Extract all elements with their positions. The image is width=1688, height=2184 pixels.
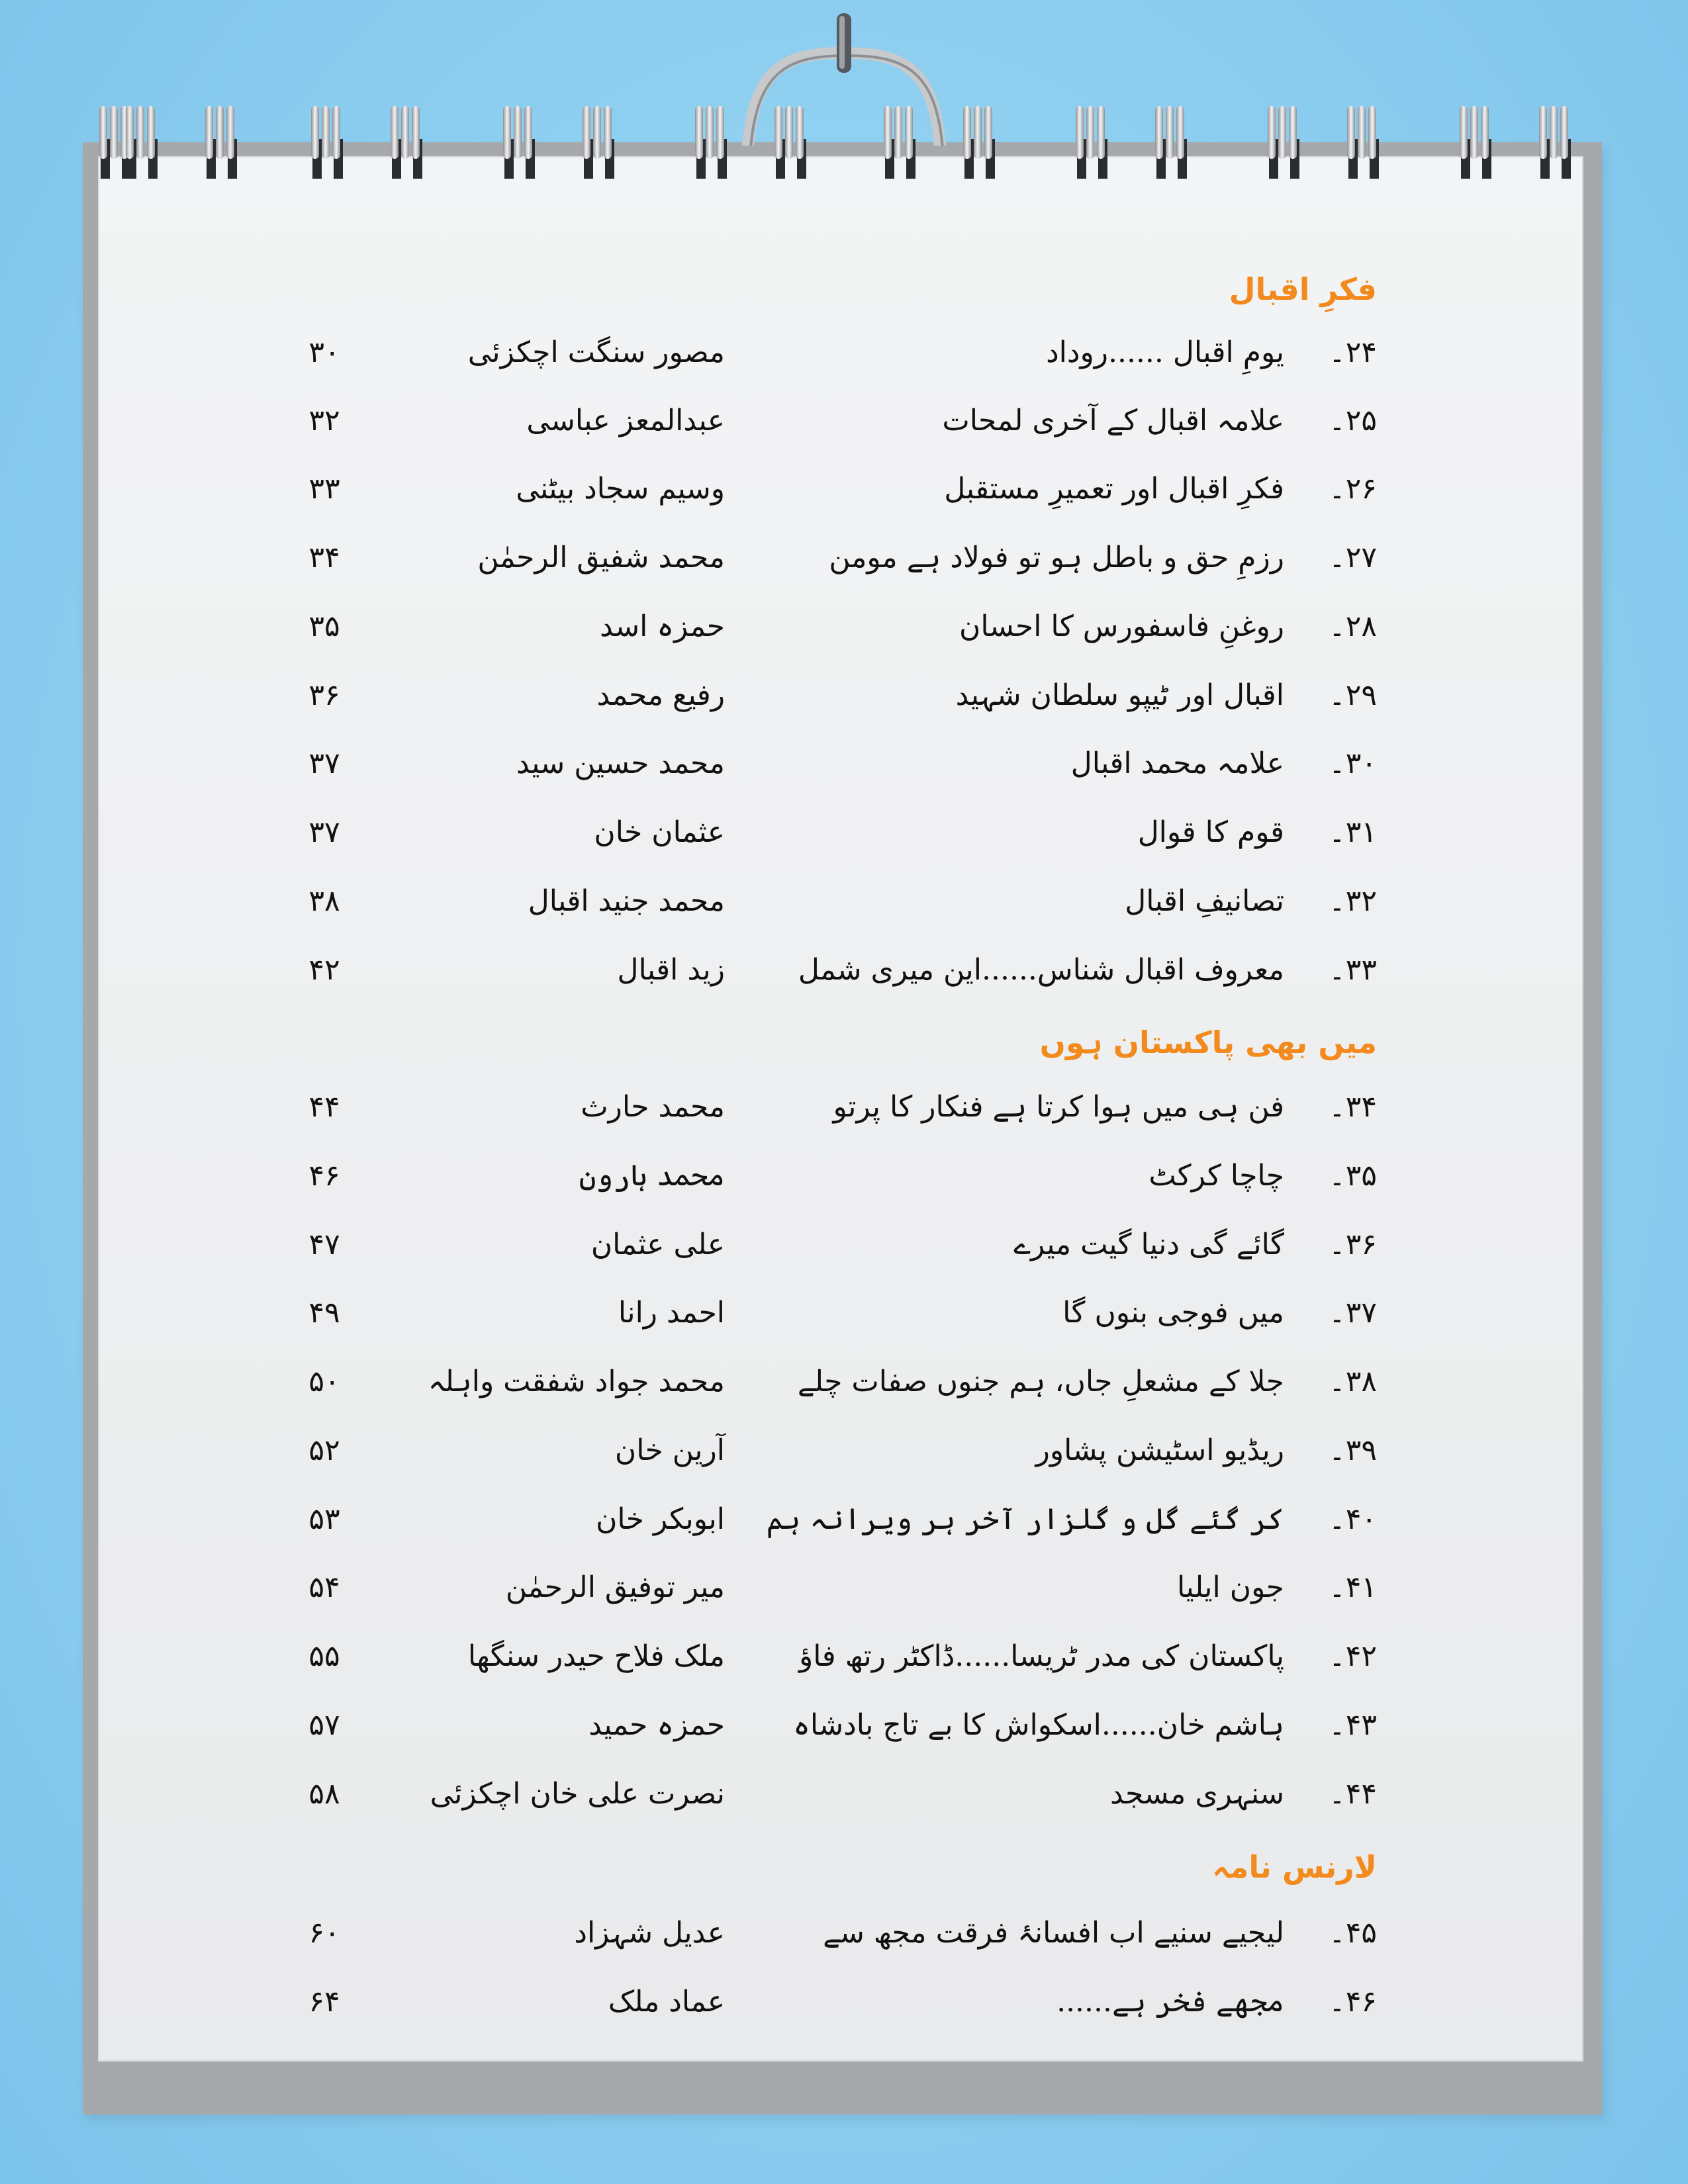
toc-row[interactable] [0, 884, 1688, 937]
entry-page: ۵۵ [308, 1639, 340, 1673]
entry-title: ریڈیو اسٹیشن پشاور [1035, 1433, 1284, 1467]
entry-number: ۴۰۔ [1328, 1502, 1377, 1536]
entry-author: نصرت علی خان اچکزئی [430, 1777, 725, 1811]
entry-number: ۳۵۔ [1328, 1159, 1377, 1193]
entry-page: ۳۲ [308, 404, 340, 437]
entry-title: میں فوجی بنوں گا [1062, 1296, 1284, 1330]
entry-title: لیجیے سنیے اب افسانۂ فرقت مجھ سے [823, 1916, 1284, 1950]
toc-row[interactable] [0, 747, 1688, 799]
entry-title: یومِ اقبال ......روداد [1046, 336, 1284, 369]
entry-page: ۳۰ [308, 336, 340, 369]
entry-number: ۴۲۔ [1328, 1639, 1377, 1673]
entry-title: گائے گی دنیا گیت میرے [1013, 1228, 1284, 1261]
entry-number: ۳۶۔ [1328, 1228, 1377, 1261]
entry-page: ۳۸ [308, 884, 340, 918]
entry-page: ۳۴ [308, 541, 340, 574]
entry-title: علامہ محمد اقبال [1070, 747, 1284, 780]
toc-row[interactable] [0, 404, 1688, 457]
entry-number: ۳۱۔ [1328, 815, 1377, 849]
entry-author: ابوبکر خان [596, 1502, 725, 1536]
entry-author: میر توفیق الرحمٰن [505, 1570, 725, 1604]
entry-page: ۳۵ [308, 610, 340, 643]
entry-number: ۲۶۔ [1328, 472, 1377, 506]
toc-row[interactable] [0, 336, 1688, 388]
entry-page: ۵۷ [308, 1708, 340, 1742]
entry-number: ۳۲۔ [1328, 884, 1377, 918]
entry-author: حمزہ اسد [600, 610, 725, 643]
toc-row[interactable] [0, 1296, 1688, 1349]
entry-page: ۴۴ [308, 1090, 340, 1124]
entry-title: معروف اقبال شناس......این میری شمل [798, 953, 1284, 987]
entry-page: ۶۴ [308, 1985, 340, 2019]
entry-author: آرین خان [614, 1433, 725, 1467]
entry-title: سنہری مسجد [1110, 1777, 1284, 1811]
entry-page: ۶۰ [308, 1916, 340, 1950]
entry-author: عدیل شہزاد [574, 1916, 725, 1950]
toc-row[interactable] [0, 1502, 1688, 1555]
entry-page: ۵۲ [308, 1433, 340, 1467]
entry-title: قوم کا قوال [1137, 815, 1284, 849]
entry-title: روغنِ فاسفورس کا احسان [959, 610, 1284, 643]
entry-author: محمد جنید اقبال [528, 884, 725, 918]
toc-row[interactable] [0, 541, 1688, 594]
entry-number: ۳۰۔ [1328, 747, 1377, 780]
toc-row[interactable] [0, 1985, 1688, 2038]
toc-row[interactable] [0, 953, 1688, 1006]
entry-title: چاچا کرکٹ [1149, 1159, 1284, 1193]
toc-row[interactable] [0, 1365, 1688, 1418]
entry-page: ۳۷ [308, 815, 340, 849]
entry-number: ۴۴۔ [1328, 1777, 1377, 1811]
entry-page: ۵۰ [308, 1365, 340, 1398]
entry-author: عماد ملک [608, 1985, 725, 2019]
entry-author: علی عثمان [590, 1228, 725, 1261]
entry-title: اقبال اور ٹیپو سلطان شہید [955, 678, 1284, 712]
toc-row[interactable] [0, 610, 1688, 662]
spiral-rings-icon [99, 106, 1582, 199]
section-title-fikr-e-iqbal: فکرِ اقبال [1229, 271, 1377, 307]
entry-author: رفیع محمد [596, 678, 725, 712]
toc-row[interactable] [0, 1916, 1688, 1969]
entry-number: ۲۴۔ [1328, 336, 1377, 369]
entry-author: محمد شفیق الرحمٰن [477, 541, 725, 574]
entry-title: رزمِ حق و باطل ہو تو فولاد ہے مومن [829, 541, 1284, 574]
entry-number: ۴۵۔ [1328, 1916, 1377, 1950]
entry-author: وسیم سجاد بیٹنی [516, 472, 725, 506]
entry-title: فکرِ اقبال اور تعمیرِ مستقبل [944, 472, 1284, 506]
entry-page: ۴۶ [308, 1159, 340, 1193]
entry-number: ۲۷۔ [1328, 541, 1377, 574]
entry-page: ۳۳ [308, 472, 340, 506]
entry-author: حمزہ حمید [588, 1708, 725, 1742]
entry-title: جون ایلیا [1177, 1570, 1284, 1604]
entry-page: ۵۴ [308, 1570, 340, 1604]
entry-title: کر گئے گل و گلزار آخر ہر ویرانہ ہم [766, 1502, 1284, 1536]
entry-number: ۲۸۔ [1328, 610, 1377, 643]
toc-row[interactable] [0, 472, 1688, 525]
entry-page: ۵۸ [308, 1777, 340, 1811]
entry-number: ۴۳۔ [1328, 1708, 1377, 1742]
entry-author: محمد حارث [581, 1090, 725, 1124]
entry-page: ۳۶ [308, 678, 340, 712]
toc-row[interactable] [0, 1777, 1688, 1830]
entry-number: ۳۴۔ [1328, 1090, 1377, 1124]
toc-row[interactable] [0, 1090, 1688, 1143]
entry-author: عثمان خان [594, 815, 725, 849]
entry-page: ۴۲ [308, 953, 340, 987]
entry-number: ۲۹۔ [1328, 678, 1377, 712]
entry-page: ۵۳ [308, 1502, 340, 1536]
toc-row[interactable] [0, 815, 1688, 868]
entry-title: مجھے فخر ہے...... [1056, 1985, 1284, 2019]
entry-author: محمد ہارون [579, 1159, 725, 1193]
toc-row[interactable] [0, 1570, 1688, 1623]
entry-page: ۴۷ [308, 1228, 340, 1261]
entry-author: محمد جواد شفقت واہلہ [428, 1365, 725, 1398]
entry-title: تصانیفِ اقبال [1125, 884, 1284, 918]
toc-row[interactable] [0, 1228, 1688, 1281]
entry-author: مصور سنگت اچکزئی [467, 336, 725, 369]
entry-title: ہاشم خان......اسکواش کا بے تاج بادشاہ [793, 1708, 1284, 1742]
entry-author: عبدالمعز عباسی [526, 404, 725, 437]
toc-row[interactable] [0, 1639, 1688, 1692]
toc-row[interactable] [0, 1708, 1688, 1761]
entry-number: ۳۷۔ [1328, 1296, 1377, 1330]
entry-page: ۳۷ [308, 747, 340, 780]
toc-row[interactable] [0, 1433, 1688, 1486]
entry-page: ۴۹ [308, 1296, 340, 1330]
entry-title: پاکستان کی مدر ٹریسا......ڈاکٹر رتھ فاؤ [799, 1639, 1284, 1673]
entry-number: ۳۳۔ [1328, 953, 1377, 987]
entry-number: ۳۸۔ [1328, 1365, 1377, 1398]
entry-title: علامہ اقبال کے آخری لمحات [942, 404, 1284, 437]
entry-number: ۴۶۔ [1328, 1985, 1377, 2019]
entry-title: فن ہی میں ہوا کرتا ہے فنکار کا پرتو [833, 1090, 1284, 1124]
entry-author: احمد رانا [618, 1296, 725, 1330]
entry-number: ۳۹۔ [1328, 1433, 1377, 1467]
entry-author: زید اقبال [617, 953, 725, 987]
entry-title: جلا کے مشعلِ جاں، ہم جنوں صفات چلے [797, 1365, 1284, 1398]
section-title-main-bhi-pakistan-hoon: میں بھی پاکستان ہوں [1039, 1024, 1377, 1060]
entry-number: ۴۱۔ [1328, 1570, 1377, 1604]
entry-number: ۲۵۔ [1328, 404, 1377, 437]
toc-row[interactable] [0, 1159, 1688, 1212]
section-title-lawrence-nama: لارنس نامہ [1211, 1849, 1377, 1885]
toc-row[interactable] [0, 678, 1688, 731]
entry-author: محمد حسین سید [516, 747, 725, 780]
entry-author: ملک فلاح حیدر سنگھا [467, 1639, 725, 1673]
